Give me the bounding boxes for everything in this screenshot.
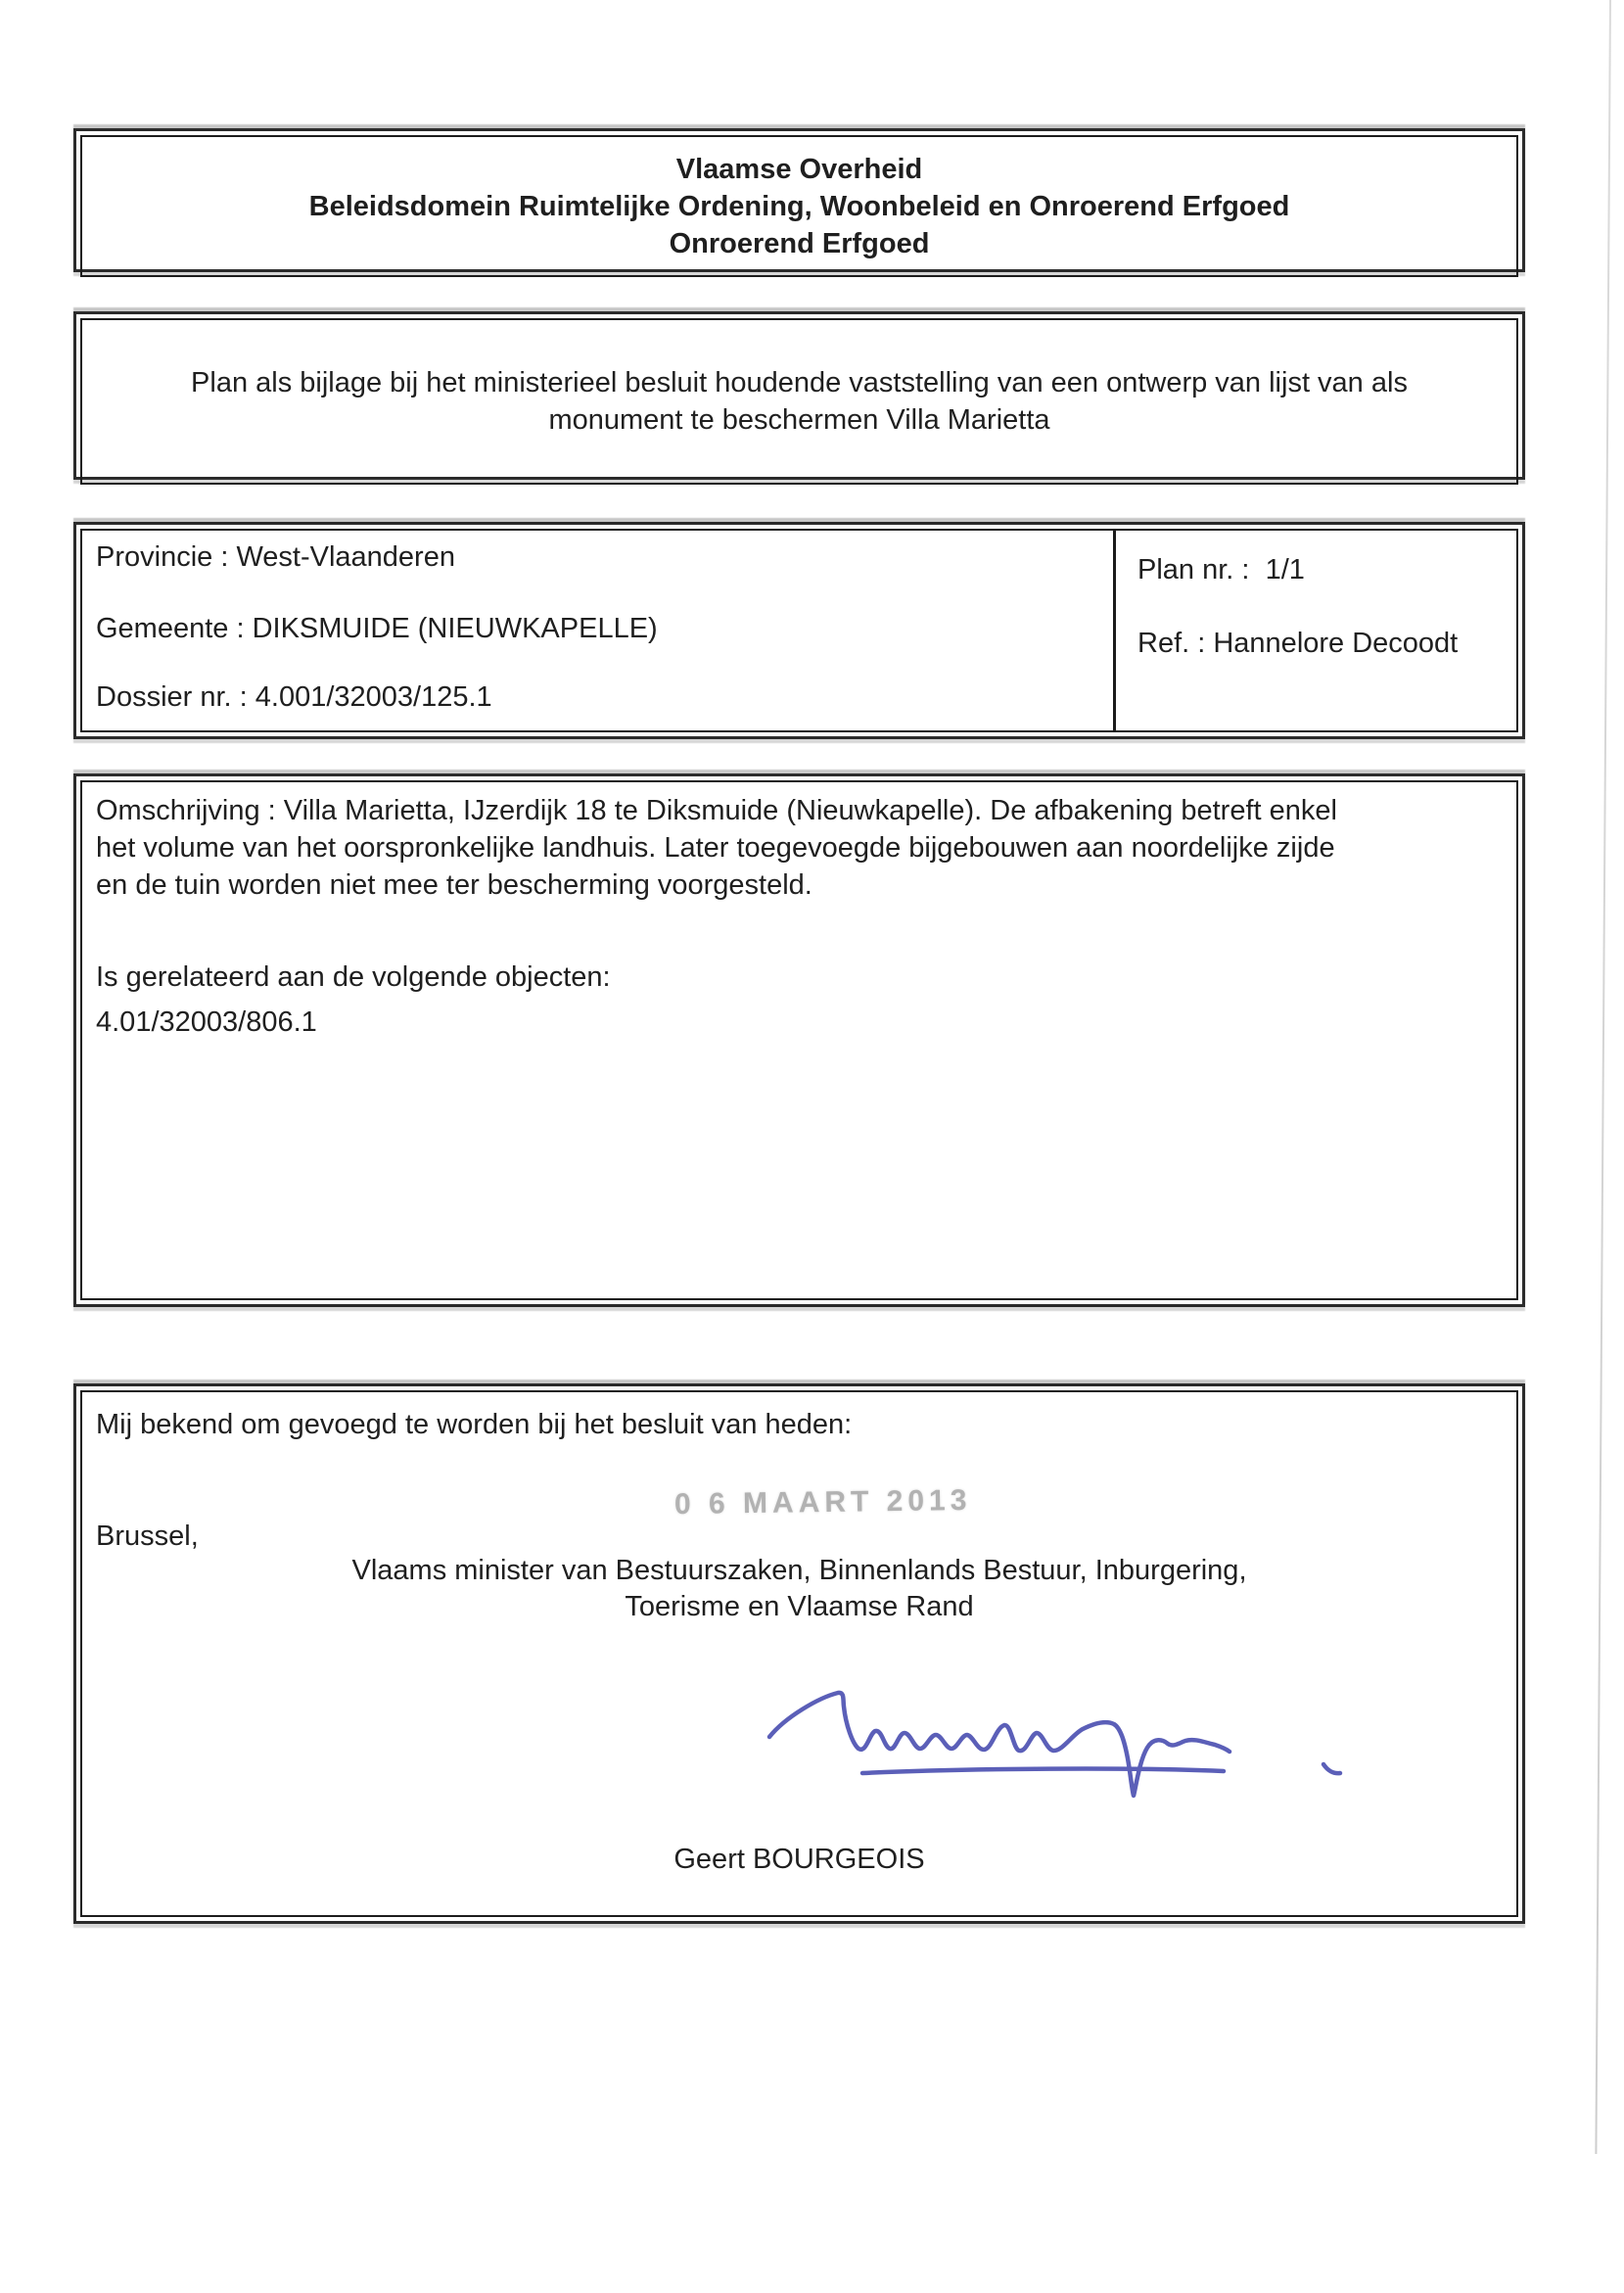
column-divider	[1113, 531, 1116, 730]
field-plan-nr: Plan nr. : 1/1	[1137, 554, 1305, 585]
handwritten-signature-icon	[724, 1674, 1390, 1821]
plan-title-line-2: monument te beschermen Villa Marietta	[548, 404, 1050, 436]
field-dossier-nr: Dossier nr. : 4.001/32003/125.1	[96, 681, 492, 713]
date-stamp: 0 6 MAART 2013	[673, 1483, 972, 1521]
approval-box-content	[80, 1390, 1518, 1917]
related-object-ref: 4.01/32003/806.1	[96, 1006, 317, 1038]
info-box-content	[80, 529, 1518, 732]
header-box	[73, 128, 1525, 272]
place-label: Brussel,	[96, 1521, 199, 1552]
description-paragraph	[96, 792, 1337, 904]
policy-domain-title: Beleidsdomein Ruimtelijke Ordening, Woonbeleid en Onroerend Erfgoed	[308, 190, 1290, 222]
description-box-content	[80, 780, 1518, 1300]
related-objects-intro: Is gerelateerd aan de volgende objecten:	[96, 961, 611, 993]
plan-title-content	[80, 318, 1518, 485]
agency-title: Onroerend Erfgoed	[669, 227, 930, 259]
scanner-edge-artifact	[1595, 0, 1611, 2154]
description-line-3: en de tuin worden niet mee ter bescherming voorgesteld.	[96, 869, 812, 901]
info-box	[73, 522, 1525, 739]
plan-title-box	[73, 311, 1525, 480]
header-box-content	[80, 135, 1518, 277]
description-line-2: het volume van het oorspronkelijke landhuis. Later toegevoegde bijgebouwen aan noordelijke zijde	[96, 832, 1335, 864]
signer-name: Geert BOURGEOIS	[673, 1844, 925, 1875]
minister-title-line-2: Toerisme en Vlaamse Rand	[625, 1591, 974, 1622]
signature-underline	[862, 1769, 1224, 1773]
field-provincie: Provincie : West-Vlaanderen	[96, 541, 455, 573]
signature-stroke	[769, 1693, 1230, 1796]
description-box	[73, 773, 1525, 1307]
field-gemeente: Gemeente : DIKSMUIDE (NIEUWKAPELLE)	[96, 613, 658, 644]
org-title: Vlaamse Overheid	[675, 153, 923, 185]
signature-tick	[1323, 1764, 1340, 1773]
description-line-1: Omschrijving : Villa Marietta, IJzerdijk 18 te Diksmuide (Nieuwkapelle). De afbakening betreft enkel	[96, 795, 1337, 826]
field-ref: Ref. : Hannelore Decoodt	[1137, 628, 1459, 659]
approval-intro: Mij bekend om gevoegd te worden bij het besluit van heden:	[96, 1409, 853, 1440]
minister-title-line-1: Vlaams minister van Bestuurszaken, Binnenlands Bestuur, Inburgering,	[351, 1555, 1247, 1586]
plan-title-line-1: Plan als bijlage bij het ministerieel besluit houdende vaststelling van een ontwerp van lijst van als	[191, 367, 1408, 398]
approval-box	[73, 1383, 1525, 1924]
